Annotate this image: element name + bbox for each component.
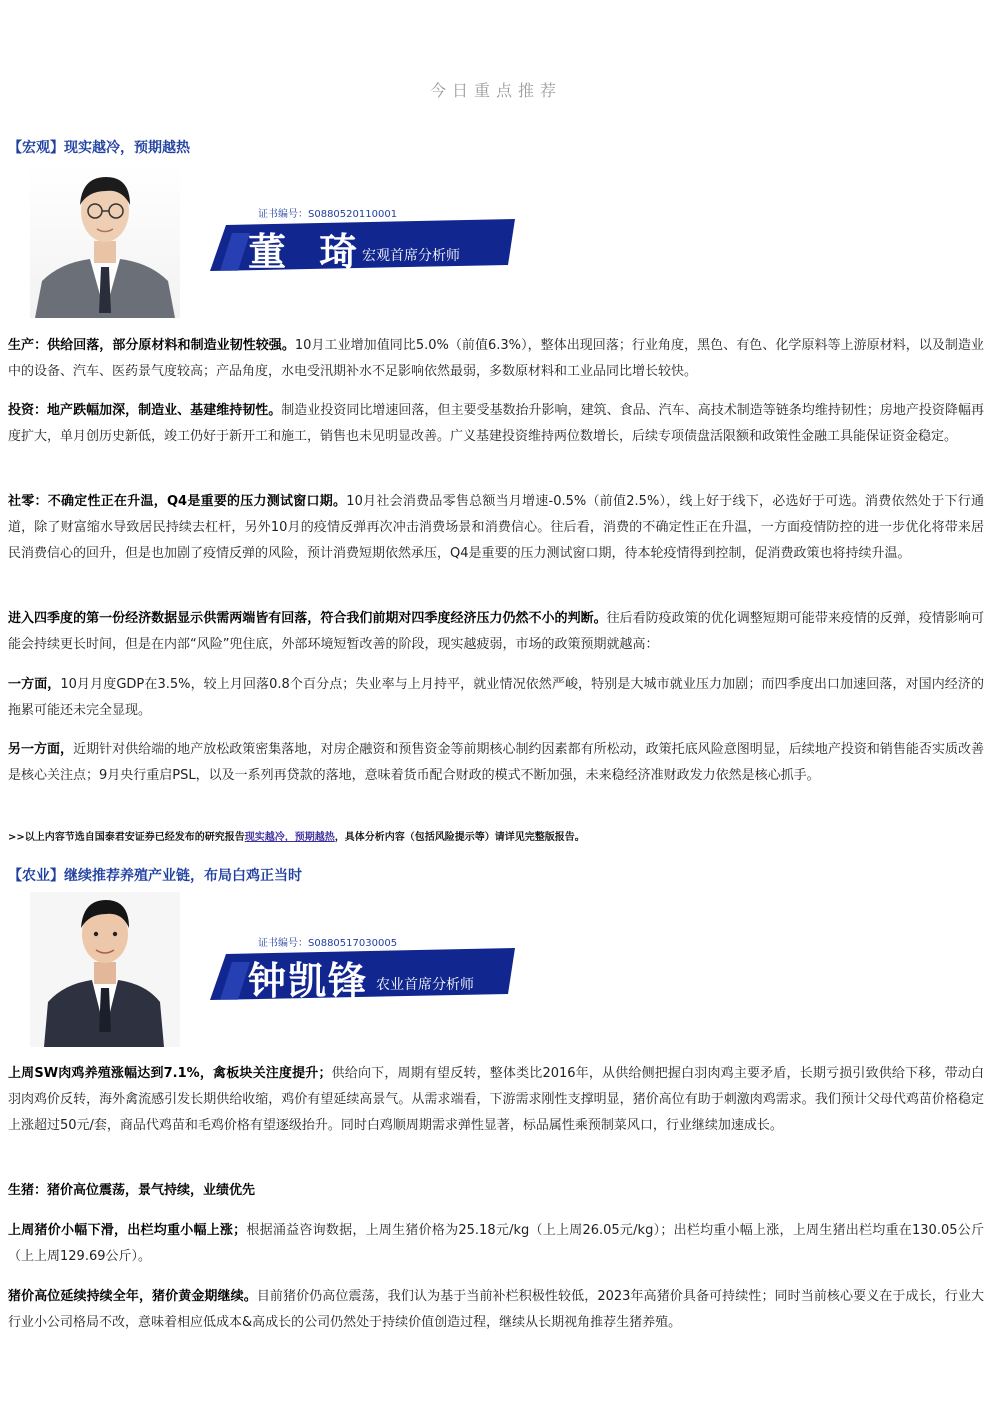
analyst-name: 董 琦	[248, 229, 368, 274]
paragraph-text: 制造业投资同比增速回落，但主要受基数抬升影响，建筑、食品、汽车、高技术制造等链条均维持韧性；房地产投资降幅再度扩大，单月创历史新低，竣工仍好于新开工和施工，销售也未见明显改善。广义基建投资维持两位数增长，后续专项债盘活限额和政策性金融工具能保证资金稳定。	[8, 403, 984, 444]
section-title-agriculture: 【农业】继续推荐养殖产业链，布局白鸡正当时	[8, 868, 302, 884]
section-title-macro: 【宏观】现实越冷，预期越热	[8, 140, 190, 156]
paragraph-hog-outlook	[8, 1284, 984, 1336]
analyst-banner	[210, 219, 515, 274]
report-link[interactable]: 现实越冷，预期越热	[244, 832, 335, 843]
analyst-portrait	[30, 163, 180, 318]
analyst-cert-number: 证书编号：S0880520110001	[258, 209, 398, 220]
paragraph-lead: 投资：地产跌幅加深，制造业、基建维持韧性。	[8, 403, 282, 418]
source-note-suffix: ，具体分析内容（包括风险提示等）请详见完整版报告。	[334, 832, 585, 843]
paragraph-text: 目前猪价仍高位震荡，我们认为基于当前补栏积极性较低，2023年高猪价具备可持续性；同时当前核心要义在于成长，行业大行业小公司格局不改，意味着相应低成本&高成长的公司仍然处于持续价值创造过程，继续从长期视角推荐生猪养殖。	[8, 1289, 984, 1330]
paragraph-hog-price	[8, 1218, 984, 1270]
source-note-prefix: >>以上内容节选自国泰君安证券已经发布的研究报告	[8, 832, 245, 843]
analyst-card-macro	[30, 163, 530, 323]
page-title: 今日重点推荐	[429, 81, 562, 100]
paragraph-lead: 上周SW肉鸡养殖涨幅达到7.1%，禽板块关注度提升；	[8, 1066, 332, 1081]
analyst-card-agriculture	[30, 892, 530, 1052]
paragraph-lead: 一方面，	[8, 677, 61, 692]
paragraph-text: 往后看防疫政策的优化调整短期可能带来疫情的反弹，疫情影响可能会持续更长时间，但是在内部“风险”兜住底，外部环境短暂改善的阶段，现实越疲弱，市场的政策预期就越高：	[8, 611, 984, 652]
paragraph-on-other-hand	[8, 737, 984, 789]
paragraph-text: 供给向下，周期有望反转，整体类比2016年，从供给侧把握白羽肉鸡主要矛盾，长期亏损引致供给下移，带动白羽肉鸡价反转，海外禽流感引发长期供给收缩，鸡价有望延续高景气。从需求端看，下游需求刚性支撑明显，猪价高位有助于刺激肉鸡需求。我们预计父母代鸡苗价格稳定上涨超过50元/套，商品代鸡苗和毛鸡价格有望逐级抬升。同时白鸡顺周期需求弹性显著，标品属性乘预制菜风口，行业继续加速成长。	[8, 1066, 984, 1133]
paragraph-lead: 上周猪价小幅下滑，出栏均重小幅上涨；	[8, 1223, 247, 1238]
paragraph-investment	[8, 398, 984, 450]
paragraph-production	[8, 333, 984, 385]
source-note	[8, 828, 984, 843]
paragraph-q4-summary	[8, 606, 984, 658]
paragraph-text: 根据涌益咨询数据，上周生猪价格为25.18元/kg（上上周26.05元/kg）；出栏均重小幅上涨，上周生猪出栏均重在130.05公斤（上上周129.69公斤）。	[8, 1223, 984, 1264]
paragraph-lead: 另一方面，	[8, 742, 74, 757]
paragraph-text: 近期针对供给端的地产放松政策密集落地，对房企融资和预售资金等前期核心制约因素都有所松动，政策托底风险意图明显，后续地产投资和销售能否实质改善是核心关注点；9月央行重启PSL，以及一系列再贷款的落地，意味着货币配合财政的模式不断加强，未来稳经济准财政发力依然是核心抓手。	[8, 742, 984, 783]
paragraph-retail	[8, 489, 984, 567]
analyst-role: 农业首席分析师	[376, 977, 474, 993]
paragraph-lead: 生猪：猪价高位震荡，景气持续，业绩优先	[8, 1183, 256, 1198]
analyst-portrait	[30, 892, 180, 1047]
paragraph-lead: 进入四季度的第一份经济数据显示供需两端皆有回落，符合我们前期对四季度经济压力仍然不小的判断。	[8, 611, 607, 626]
paragraph-lead: 猪价高位延续持续全年，猪价黄金期继续。	[8, 1289, 257, 1304]
analyst-role: 宏观首席分析师	[362, 248, 460, 264]
paragraph-text: 10月社会消费品零售总额当月增速-0.5%（前值2.5%），线上好于线下，必选好于可选。消费依然处于下行通道，除了财富缩水导致居民持续去杠杆，另外10月的疫情反弹再次冲击消费场景和消费信心。往后看，消费的不确定性正在升温，一方面疫情防控的进一步优化将带来居民消费信心的回升，但是也加剧了疫情反弹的风险，预计消费短期依然承压，Q4是重要的压力测试窗口期，待本轮疫情得到控制，促消费政策也将持续升温。	[8, 494, 984, 561]
paragraph-text: 10月月度GDP在3.5%，较上月回落0.8个百分点；失业率与上月持平，就业情况依然严峻，特别是大城市就业压力加剧；而四季度出口加速回落，对国内经济的拖累可能还未完全显现。	[8, 677, 984, 718]
paragraph-lead: 生产：供给回落，部分原材料和制造业韧性较强。	[8, 338, 295, 353]
paragraph-text: 10月工业增加值同比5.0%（前值6.3%），整体出现回落；行业角度，黑色、有色、化学原料等上游原材料，以及制造业中的设备、汽车、医药景气度较高；产品角度，水电受汛期补水不足影响依然最弱，多数原材料和工业品同比增长较快。	[8, 338, 984, 379]
analyst-cert-number: 证书编号：S0880517030005	[258, 938, 398, 949]
paragraph-on-one-hand	[8, 672, 984, 724]
analyst-name: 钟凯锋	[248, 958, 369, 1003]
paragraph-lead: 社零：不确定性正在升温，Q4是重要的压力测试窗口期。	[8, 494, 347, 509]
analyst-banner	[210, 948, 515, 1003]
paragraph-hog-heading	[8, 1178, 984, 1204]
paragraph-broiler	[8, 1061, 984, 1139]
